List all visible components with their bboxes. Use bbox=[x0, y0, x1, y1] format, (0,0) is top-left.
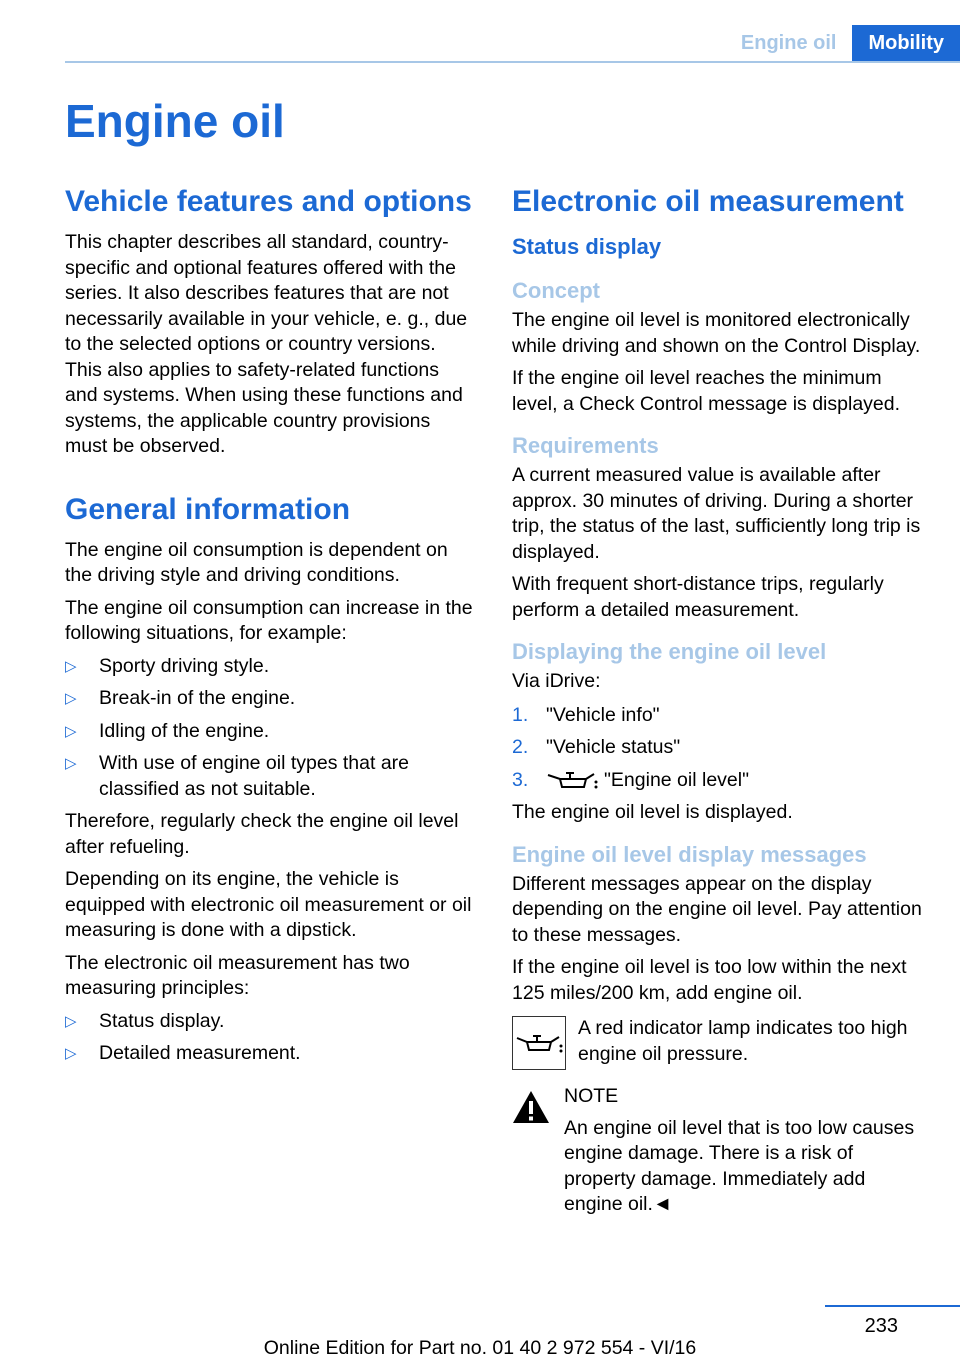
displaying-heading: Displaying the engine oil level bbox=[512, 639, 827, 664]
page-title: Engine oil bbox=[65, 95, 285, 147]
vehicle-features-text: This chapter describes all standard, country-specific and optional features offered with the series. It also describes features that are not necessarily available in your vehicle, e. g., due to the selected options or country versions. This also applies to safety-related functions and systems. When using these functions and systems, the applicable country provisions must be observed. bbox=[65, 231, 468, 457]
list-item: ▷ Break-in of the engine. bbox=[65, 686, 475, 712]
page-number: 233 bbox=[864, 1315, 898, 1337]
requirements-heading: Requirements bbox=[512, 433, 659, 458]
left-column bbox=[65, 182, 475, 1074]
warning-triangle-icon bbox=[512, 1090, 550, 1124]
edition-text: Online Edition for Part no. 01 40 2 972 554 - VI/16 bbox=[263, 1337, 697, 1359]
electronic-measurement-heading: Electronic oil measurement bbox=[512, 185, 904, 218]
list-item: 1. "Vehicle info" bbox=[512, 703, 660, 726]
header-chapter-tab[interactable]: Mobility bbox=[852, 25, 960, 61]
triangle-bullet-icon: ▷ bbox=[65, 657, 77, 675]
general-info-p3: Therefore, regularly check the engine oil level after refueling. bbox=[65, 810, 459, 858]
header-nav bbox=[725, 25, 960, 61]
messages-p2: If the engine oil level is too low within the next 125 miles/200 km, add engine oil. bbox=[512, 956, 907, 1004]
vehicle-features-heading: Vehicle features and options bbox=[65, 185, 472, 218]
list-item: ▷ Status display. bbox=[65, 1009, 475, 1035]
via-idrive-text: Via iDrive: bbox=[512, 670, 601, 692]
oil-can-icon bbox=[546, 770, 598, 790]
general-info-p4: Depending on its engine, the vehicle is equipped with electronic oil measurement or oil measuring is done with a dipstick. bbox=[65, 868, 472, 941]
triangle-bullet-icon: ▷ bbox=[65, 755, 77, 772]
consumption-list bbox=[65, 654, 475, 803]
list-item: ▷ Sporty driving style. bbox=[65, 654, 475, 680]
requirements-p2: With frequent short-distance trips, regularly perform a detailed measurement. bbox=[512, 573, 884, 621]
concept-p1: The engine oil level is monitored electronically while driving and shown on the Control Display. bbox=[512, 309, 921, 357]
note-label: NOTE bbox=[564, 1085, 619, 1107]
general-info-p2: The engine oil consumption can increase in the following situations, for example: bbox=[65, 596, 473, 644]
note-block bbox=[512, 1084, 922, 1218]
indicator-text: A red indicator lamp indicates too high engine oil pressure. bbox=[578, 1017, 908, 1065]
general-info-p1: The engine oil consumption is dependent on the driving style and driving conditions. bbox=[65, 538, 448, 586]
list-item: ▷ With use of engine oil types that are classified as not suitable. bbox=[65, 752, 410, 800]
messages-p1: Different messages appear on the display depending on the engine oil level. Pay attention to these messages. bbox=[512, 872, 922, 946]
triangle-bullet-icon: ▷ bbox=[65, 1045, 77, 1062]
list-item: 3. "Engine oil level" bbox=[512, 768, 750, 791]
triangle-bullet-icon: ▷ bbox=[65, 690, 77, 707]
indicator-row bbox=[512, 1016, 922, 1070]
list-item: ▷ Detailed measurement. bbox=[65, 1041, 475, 1067]
general-info-heading: General information bbox=[65, 492, 351, 526]
note-content bbox=[564, 1084, 922, 1218]
status-display-heading: Status display bbox=[512, 234, 662, 259]
list-item: ▷ Idling of the engine. bbox=[65, 719, 475, 745]
general-info-p5: The electronic oil measurement has two measuring principles: bbox=[65, 951, 410, 999]
concept-heading: Concept bbox=[512, 278, 600, 303]
note-text: An engine oil level that is too low causes engine damage. There is a risk of property damage. Immediately add engine oil.◄ bbox=[564, 1116, 915, 1215]
triangle-bullet-icon: ▷ bbox=[65, 722, 77, 740]
header-divider bbox=[65, 61, 960, 63]
requirements-p1: A current measured value is available after approx. 30 minutes of driving. During a shorter trip, the status of the last, sufficiently long trip is displayed. bbox=[512, 464, 921, 563]
concept-p2: If the engine oil level reaches the minimum level, a Check Control message is displayed. bbox=[512, 367, 901, 415]
idrive-steps bbox=[512, 703, 922, 794]
footer-divider bbox=[825, 1305, 960, 1307]
header-section-tab[interactable]: Engine oil bbox=[725, 25, 853, 61]
oil-pressure-indicator-icon bbox=[512, 1016, 566, 1070]
messages-heading: Engine oil level display messages bbox=[512, 841, 867, 867]
triangle-bullet-icon: ▷ bbox=[65, 1012, 77, 1030]
displayed-text: The engine oil level is displayed. bbox=[512, 801, 793, 823]
right-column bbox=[512, 182, 922, 1218]
list-item: 2. "Vehicle status" bbox=[512, 736, 681, 758]
principles-list bbox=[65, 1009, 475, 1067]
